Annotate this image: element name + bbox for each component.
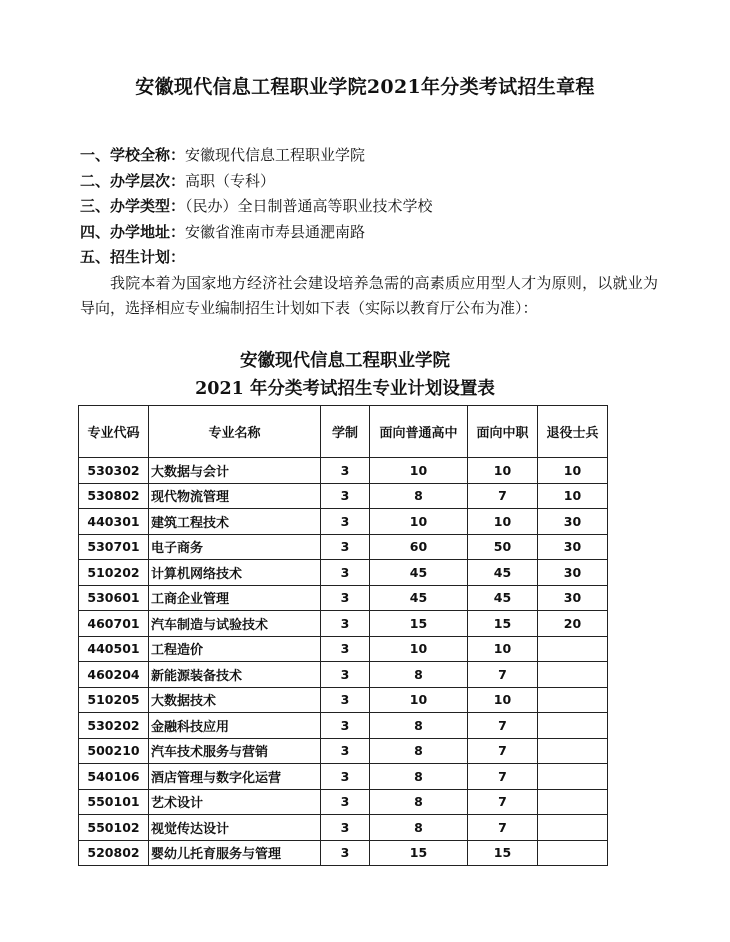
table-row [79, 815, 608, 841]
cell-veterans [538, 687, 608, 713]
cell-major-name: 汽车技术服务与营销 [149, 738, 321, 764]
cell-duration: 3 [321, 713, 370, 739]
cell-high-school: 8 [370, 815, 468, 841]
cell-vocational-school: 7 [468, 738, 538, 764]
cell-high-school: 60 [370, 534, 468, 560]
cell-vocational-school: 7 [468, 815, 538, 841]
cell-major-name: 现代物流管理 [149, 483, 321, 509]
document-title: 安徽现代信息工程职业学院2021年分类考试招生章程 [135, 76, 595, 98]
cell-duration: 3 [321, 662, 370, 688]
cell-major-code: 540106 [79, 764, 149, 790]
cell-duration: 3 [321, 789, 370, 815]
table-row [79, 560, 608, 586]
cell-major-name: 计算机网络技术 [149, 560, 321, 586]
header-high-school: 面向普通高中 [370, 406, 468, 458]
info-label: 一、学校全称： [80, 146, 186, 164]
table-row [79, 738, 608, 764]
cell-major-code: 550101 [79, 789, 149, 815]
table-row [79, 713, 608, 739]
info-label: 三、办学类型： [80, 197, 186, 215]
cell-major-name: 汽车制造与试验技术 [149, 611, 321, 637]
cell-vocational-school: 45 [468, 585, 538, 611]
enrollment-plan-table [78, 405, 608, 866]
header-major-code: 专业代码 [79, 406, 149, 458]
cell-major-code: 510202 [79, 560, 149, 586]
cell-duration: 3 [321, 611, 370, 637]
table-title-line1: 安徽现代信息工程职业学院 [240, 351, 450, 371]
cell-veterans: 10 [538, 458, 608, 484]
cell-veterans [538, 789, 608, 815]
info-label: 四、办学地址： [80, 222, 186, 241]
cell-high-school: 45 [370, 560, 468, 586]
cell-duration: 3 [321, 687, 370, 713]
cell-veterans [538, 764, 608, 790]
cell-major-name: 工商企业管理 [149, 585, 321, 611]
table-row [79, 636, 608, 662]
cell-major-code: 440501 [79, 636, 149, 662]
info-value: 安徽现代信息工程职业学院 [185, 146, 366, 164]
cell-duration: 3 [321, 458, 370, 484]
cell-high-school: 8 [370, 764, 468, 790]
info-enrollment-plan [80, 245, 670, 271]
cell-high-school: 8 [370, 662, 468, 688]
info-label: 二、办学层次： [80, 171, 186, 190]
cell-major-name: 工程造价 [149, 636, 321, 662]
cell-veterans: 30 [538, 560, 608, 586]
cell-vocational-school: 7 [468, 662, 538, 688]
cell-major-code: 520802 [79, 840, 149, 866]
plan-paragraph: 我院本着为国家地方经济社会建设培养急需的高素质应用型人才为原则，以就业为导向，选择相应专业编制招生计划如下表（实际以教育厅公布为准）： [80, 273, 658, 317]
cell-high-school: 10 [370, 509, 468, 535]
table-row [79, 585, 608, 611]
cell-high-school: 8 [370, 738, 468, 764]
cell-high-school: 45 [370, 585, 468, 611]
cell-major-name: 电子商务 [149, 534, 321, 560]
cell-vocational-school: 7 [468, 789, 538, 815]
table-title-line2: 2021 年分类考试招生专业计划设置表 [195, 379, 495, 399]
cell-veterans [538, 815, 608, 841]
cell-veterans: 20 [538, 611, 608, 637]
cell-vocational-school: 15 [468, 611, 538, 637]
cell-vocational-school: 10 [468, 458, 538, 484]
cell-major-name: 大数据与会计 [149, 458, 321, 484]
cell-major-code: 460204 [79, 662, 149, 688]
cell-veterans [538, 636, 608, 662]
cell-veterans [538, 840, 608, 866]
cell-major-code: 530202 [79, 713, 149, 739]
cell-high-school: 15 [370, 840, 468, 866]
cell-veterans [538, 738, 608, 764]
info-school-address [80, 220, 670, 246]
cell-major-name: 建筑工程技术 [149, 509, 321, 535]
cell-duration: 3 [321, 483, 370, 509]
cell-major-name: 艺术设计 [149, 789, 321, 815]
header-duration: 学制 [321, 406, 370, 458]
cell-high-school: 10 [370, 636, 468, 662]
cell-duration: 3 [321, 738, 370, 764]
cell-major-code: 460701 [79, 611, 149, 637]
table-header-row [79, 406, 608, 458]
cell-vocational-school: 7 [468, 483, 538, 509]
cell-veterans: 10 [538, 483, 608, 509]
cell-major-name: 视觉传达设计 [149, 815, 321, 841]
cell-major-name: 新能源装备技术 [149, 662, 321, 688]
cell-high-school: 8 [370, 789, 468, 815]
cell-vocational-school: 10 [468, 509, 538, 535]
cell-vocational-school: 10 [468, 636, 538, 662]
table-row [79, 611, 608, 637]
cell-duration: 3 [321, 636, 370, 662]
cell-vocational-school: 10 [468, 687, 538, 713]
table-row [79, 534, 608, 560]
info-label: 五、招生计划： [80, 248, 186, 266]
cell-major-code: 550102 [79, 815, 149, 841]
cell-veterans: 30 [538, 534, 608, 560]
header-veterans: 退役士兵 [538, 406, 608, 458]
cell-veterans: 30 [538, 509, 608, 535]
cell-major-name: 金融科技应用 [149, 713, 321, 739]
cell-major-code: 530701 [79, 534, 149, 560]
cell-major-name: 婴幼儿托育服务与管理 [149, 840, 321, 866]
cell-vocational-school: 7 [468, 713, 538, 739]
cell-major-code: 530601 [79, 585, 149, 611]
info-section [80, 143, 670, 322]
cell-vocational-school: 15 [468, 840, 538, 866]
cell-high-school: 10 [370, 687, 468, 713]
table-row [79, 483, 608, 509]
cell-vocational-school: 45 [468, 560, 538, 586]
table-body [79, 458, 608, 866]
cell-veterans [538, 713, 608, 739]
table-row [79, 764, 608, 790]
table-row [79, 789, 608, 815]
info-school-name [80, 143, 670, 169]
table-row [79, 458, 608, 484]
cell-vocational-school: 7 [468, 764, 538, 790]
info-value: 安徽省淮南市寿县通淝南路 [185, 222, 366, 241]
cell-veterans: 30 [538, 585, 608, 611]
cell-high-school: 10 [370, 458, 468, 484]
cell-major-code: 530302 [79, 458, 149, 484]
info-value: （民办）全日制普通高等职业技术学校 [185, 197, 433, 215]
cell-duration: 3 [321, 534, 370, 560]
header-major-name: 专业名称 [149, 406, 321, 458]
cell-high-school: 8 [370, 483, 468, 509]
cell-major-code: 510205 [79, 687, 149, 713]
cell-duration: 3 [321, 815, 370, 841]
table-row [79, 509, 608, 535]
cell-duration: 3 [321, 585, 370, 611]
cell-duration: 3 [321, 840, 370, 866]
table-row [79, 687, 608, 713]
cell-major-code: 440301 [79, 509, 149, 535]
table-row [79, 662, 608, 688]
cell-veterans [538, 662, 608, 688]
cell-duration: 3 [321, 509, 370, 535]
cell-duration: 3 [321, 560, 370, 586]
cell-major-name: 大数据技术 [149, 687, 321, 713]
cell-major-code: 500210 [79, 738, 149, 764]
cell-vocational-school: 50 [468, 534, 538, 560]
info-value: 高职（专科） [185, 171, 276, 190]
cell-duration: 3 [321, 764, 370, 790]
cell-major-code: 530802 [79, 483, 149, 509]
table-row [79, 840, 608, 866]
header-vocational-school: 面向中职 [468, 406, 538, 458]
info-school-type [80, 194, 670, 220]
cell-high-school: 15 [370, 611, 468, 637]
info-school-level [80, 169, 670, 195]
cell-major-name: 酒店管理与数字化运营 [149, 764, 321, 790]
cell-high-school: 8 [370, 713, 468, 739]
